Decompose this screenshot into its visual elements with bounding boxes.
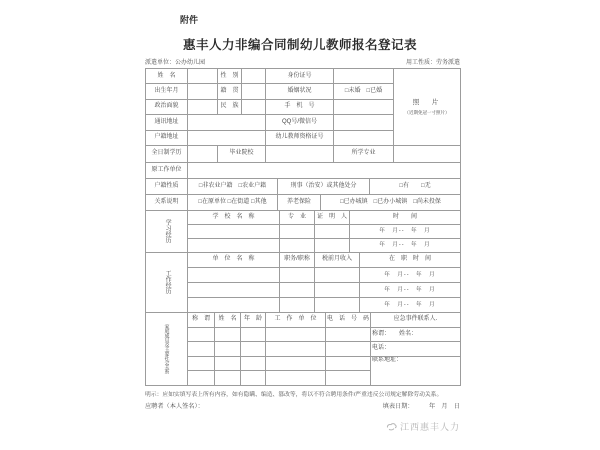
form-title: 惠丰人力非编合同制幼儿教师报名登记表 — [182, 38, 417, 52]
family-header-phone: 电 话 号 码 — [326, 312, 371, 327]
table-row — [146, 282, 461, 297]
family-section-label — [146, 312, 188, 385]
label-prev-employer: 原工作单位 — [146, 162, 188, 178]
family-employer-cell — [266, 327, 326, 342]
study-history-table — [145, 210, 461, 253]
form-table-area — [145, 68, 460, 386]
work-time-cell: 年 月-- 年 月 — [360, 297, 461, 312]
family-title-cell — [188, 356, 215, 371]
label-marital: 婚姻状况 — [266, 84, 334, 99]
status-checkbox-table — [145, 178, 461, 211]
label-household-addr: 户籍地址 — [146, 130, 188, 145]
family-header-employer: 工 作 单 位 — [266, 312, 326, 327]
family-age-cell — [241, 327, 266, 342]
family-name-cell — [215, 342, 241, 357]
label-relation-note: 关系说明 — [146, 194, 188, 210]
label-mobile: 手 机 号 — [266, 99, 334, 114]
family-name-cell — [215, 371, 241, 386]
work-section-label — [146, 252, 188, 312]
logo-text: 江西惠丰人力 — [399, 422, 460, 432]
family-title-cell — [188, 371, 215, 386]
signature-line — [145, 401, 460, 410]
study-header-major: 专 业 — [280, 210, 315, 224]
fill-date-label: 填表日期： 年 月 日 — [382, 403, 460, 410]
family-phone-cell — [326, 342, 371, 357]
emergency-contact-phone: 电话： — [371, 342, 461, 357]
form-subline — [145, 57, 460, 66]
table-row — [146, 178, 461, 194]
dispatch-unit: 派遣单位：公办幼儿园 — [145, 60, 206, 66]
table-row — [146, 238, 461, 252]
family-employer-cell — [266, 356, 326, 371]
label-id-number: 身份证号 — [266, 69, 334, 84]
value-name — [188, 69, 218, 84]
work-time-cell: 年 月-- 年 月 — [360, 267, 461, 282]
value-birth — [188, 84, 218, 99]
value-address — [188, 115, 266, 130]
household-checkboxes: □非农业户籍 □农业户籍 — [188, 178, 278, 194]
family-phone-cell — [326, 356, 371, 371]
applicant-signature-label: 应聘者（本人签名）： — [145, 403, 204, 410]
family-employer-cell — [266, 371, 326, 386]
employment-type: 用工性质：劳务派遣 — [405, 60, 460, 66]
value-gender — [242, 69, 266, 84]
value-native-place — [242, 84, 266, 99]
family-header-title: 称 谓 — [188, 312, 215, 327]
work-position-cell — [280, 267, 315, 282]
work-salary-cell — [315, 267, 360, 282]
work-header-salary: 税前月收入 — [315, 252, 360, 267]
value-political — [188, 99, 218, 114]
family-phone-cell — [326, 371, 371, 386]
family-title-cell — [188, 342, 215, 357]
photo-note: （近期免冠一寸照片） — [404, 109, 450, 115]
notice-text: 明示：应如实填写表上所有内容，如有隐瞒、编造、篡改等，将以不符合聘用条件/严重违反公司规定解除劳动关系。 — [145, 392, 443, 398]
work-salary-cell — [315, 282, 360, 297]
study-major-cell — [280, 238, 315, 252]
family-age-cell — [241, 371, 266, 386]
table-row — [146, 224, 461, 238]
value-school — [266, 145, 334, 162]
table-row — [146, 312, 461, 327]
study-witness-cell — [315, 238, 350, 252]
table-row — [146, 356, 461, 371]
table-row — [146, 145, 461, 162]
photo-label: 照 片 — [412, 98, 442, 106]
work-employer-cell — [188, 267, 280, 282]
relation-checkboxes: □在原单位 □在街道 □其他 — [188, 194, 278, 210]
family-header-age: 年 龄 — [241, 312, 266, 327]
work-salary-cell — [315, 297, 360, 312]
pension-checkboxes: □已办城镇 □已办小城镇 □尚未投保 — [321, 194, 461, 210]
label-native-place: 籍 贯 — [218, 84, 242, 99]
table-row — [146, 327, 461, 342]
family-header-name: 姓 名 — [215, 312, 241, 327]
prev-employer-table — [145, 162, 461, 179]
photo-box — [394, 69, 461, 146]
family-section-label-text: 家庭成员及主要社会关系 — [163, 324, 170, 374]
value-qq-wechat — [334, 115, 394, 130]
work-position-cell — [280, 297, 315, 312]
study-school-cell — [188, 238, 280, 252]
value-teacher-cert — [334, 130, 394, 145]
table-row — [146, 210, 461, 224]
label-ethnic: 民 族 — [218, 99, 242, 114]
logo-icon — [386, 422, 397, 431]
family-age-cell — [241, 356, 266, 371]
study-time-cell: 年 月-- 年 月 — [350, 238, 461, 252]
education-row-table — [145, 145, 461, 163]
label-education: 全日制学历 — [146, 145, 188, 162]
work-header-time: 在 职 时 间 — [360, 252, 461, 267]
label-birth: 出生年月 — [146, 84, 188, 99]
work-employer-cell — [188, 297, 280, 312]
attachment-label: 附件 — [180, 15, 199, 25]
family-employer-cell — [266, 342, 326, 357]
work-header-employer: 单 位 名 称 — [188, 252, 280, 267]
study-witness-cell — [315, 224, 350, 238]
family-header-emergency: 应急事件联系人. — [371, 312, 461, 327]
table-row — [146, 342, 461, 357]
label-pension: 养老保险 — [278, 194, 321, 210]
study-section-label-text: 学习经历 — [164, 219, 171, 244]
label-household-type: 户籍性质 — [146, 178, 188, 194]
work-section-label-text: 工作经历 — [164, 270, 171, 295]
company-logo — [386, 420, 460, 433]
value-household-addr — [188, 130, 266, 145]
label-political: 政治面貌 — [146, 99, 188, 114]
study-major-cell — [280, 224, 315, 238]
work-header-position: 职务/职称 — [280, 252, 315, 267]
family-name-cell — [215, 327, 241, 342]
value-major — [394, 145, 461, 162]
value-prev-employer — [188, 162, 461, 178]
marital-checkboxes: □未婚 □已婚 — [334, 84, 394, 99]
value-education — [188, 145, 218, 162]
label-school: 毕业院校 — [218, 145, 266, 162]
value-id-number — [334, 69, 394, 84]
basic-info-table — [145, 68, 461, 146]
table-row — [146, 69, 461, 84]
emergency-contact-title-name: 称谓： 姓名： — [371, 327, 461, 342]
family-age-cell — [241, 342, 266, 357]
study-section-label — [146, 210, 188, 252]
table-row — [146, 194, 461, 210]
family-phone-cell — [326, 327, 371, 342]
table-row — [146, 267, 461, 282]
emergency-contact-address: 联系地址： — [371, 356, 461, 385]
label-qq-wechat: QQ号/微信号 — [266, 115, 334, 130]
work-employer-cell — [188, 282, 280, 297]
label-address: 通讯地址 — [146, 115, 188, 130]
label-major: 所学专业 — [334, 145, 394, 162]
work-history-table — [145, 252, 461, 313]
family-table — [145, 312, 461, 386]
family-title-cell — [188, 327, 215, 342]
work-time-cell: 年 月-- 年 月 — [360, 282, 461, 297]
study-school-cell — [188, 224, 280, 238]
criminal-checkboxes: □有 □无 — [370, 178, 461, 194]
label-criminal: 刑事（治安）或其他处分 — [278, 178, 370, 194]
work-position-cell — [280, 282, 315, 297]
study-header-witness: 证 明 人 — [315, 210, 350, 224]
table-row — [146, 252, 461, 267]
table-row — [146, 162, 461, 178]
label-gender: 性 别 — [218, 69, 242, 84]
study-header-school: 学 校 名 称 — [188, 210, 280, 224]
study-header-time: 时 间 — [350, 210, 461, 224]
value-mobile — [334, 99, 394, 114]
study-time-cell: 年 月-- 年 月 — [350, 224, 461, 238]
family-name-cell — [215, 356, 241, 371]
table-row — [146, 297, 461, 312]
label-name: 姓 名 — [146, 69, 188, 84]
label-teacher-cert: 幼儿教师资格证号 — [266, 130, 334, 145]
value-ethnic — [242, 99, 266, 114]
